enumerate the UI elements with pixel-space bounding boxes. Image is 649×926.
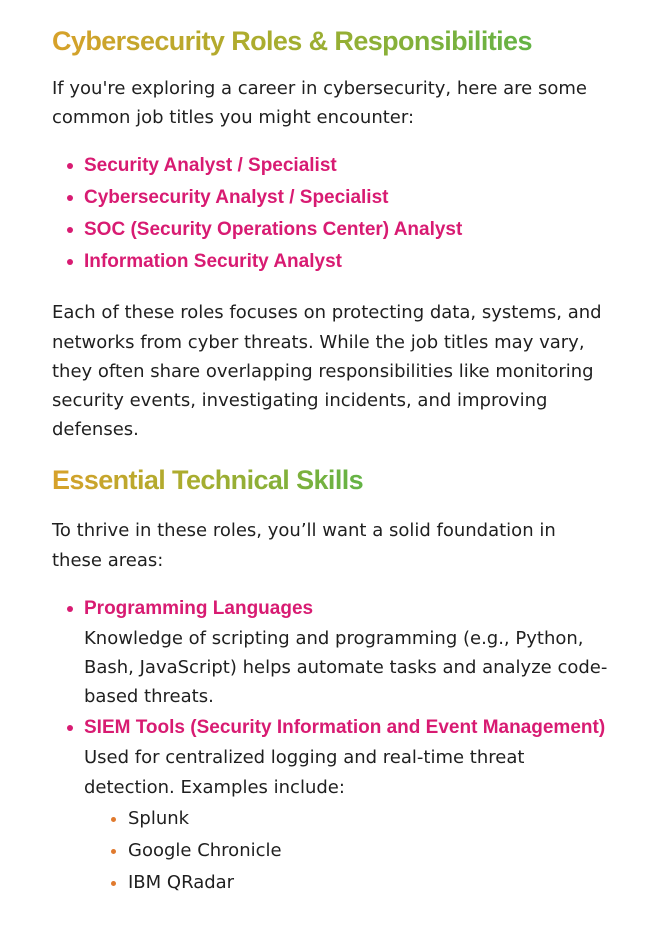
list-item [84, 182, 609, 214]
bullet-icon [67, 606, 73, 612]
section-title-roles: Cybersecurity Roles & Responsibilities [52, 26, 532, 56]
bullet-icon [67, 195, 73, 201]
example-tool: IBM QRadar [128, 871, 235, 893]
list-item [128, 867, 609, 899]
roles-list [52, 150, 609, 278]
skills-list [52, 594, 609, 899]
role-title: Security Analyst / Specialist [84, 155, 337, 177]
bullet-icon [111, 817, 116, 822]
list-item [84, 214, 609, 246]
skill-item-siem [84, 713, 609, 898]
siem-examples-list [84, 803, 609, 899]
skill-item-programming [84, 594, 609, 712]
section-title-skills: Essential Technical Skills [52, 465, 364, 496]
roles-description-paragraph: Each of these roles focuses on protecting data, systems, and networks from cyber threats. While the job titles may vary, they often share overlapping responsibilities like monitoring security events, investigating incidents, and improving defenses. [52, 302, 602, 441]
list-item [128, 803, 609, 835]
role-title: Information Security Analyst [84, 251, 342, 273]
role-title: Cybersecurity Analyst / Specialist [84, 187, 389, 209]
example-tool: Google Chronicle [128, 839, 282, 861]
example-tool: Splunk [128, 807, 190, 829]
skill-description: Knowledge of scripting and programming (e.g., Python, Bash, JavaScript) helps automate tasks and analyze code-based threats. [84, 627, 608, 708]
bullet-icon [67, 259, 73, 265]
list-item [128, 835, 609, 867]
list-item [84, 246, 609, 278]
bullet-icon [67, 163, 73, 169]
bullet-icon [111, 849, 116, 854]
skill-description: Used for centralized logging and real-time threat detection. Examples include: [84, 747, 525, 798]
list-item [84, 150, 609, 182]
bullet-icon [67, 227, 73, 233]
skills-intro-paragraph: To thrive in these roles, you’ll want a solid foundation in these areas: [52, 520, 556, 571]
roles-intro-paragraph: If you're exploring a career in cybersecurity, here are some common job titles you might encounter: [52, 78, 587, 129]
role-title: SOC (Security Operations Center) Analyst [84, 219, 463, 241]
skill-heading: Programming Languages [84, 597, 314, 619]
skill-heading: SIEM Tools (Security Information and Event Management) [84, 717, 606, 739]
bullet-icon [67, 725, 73, 731]
bullet-icon [111, 881, 116, 886]
